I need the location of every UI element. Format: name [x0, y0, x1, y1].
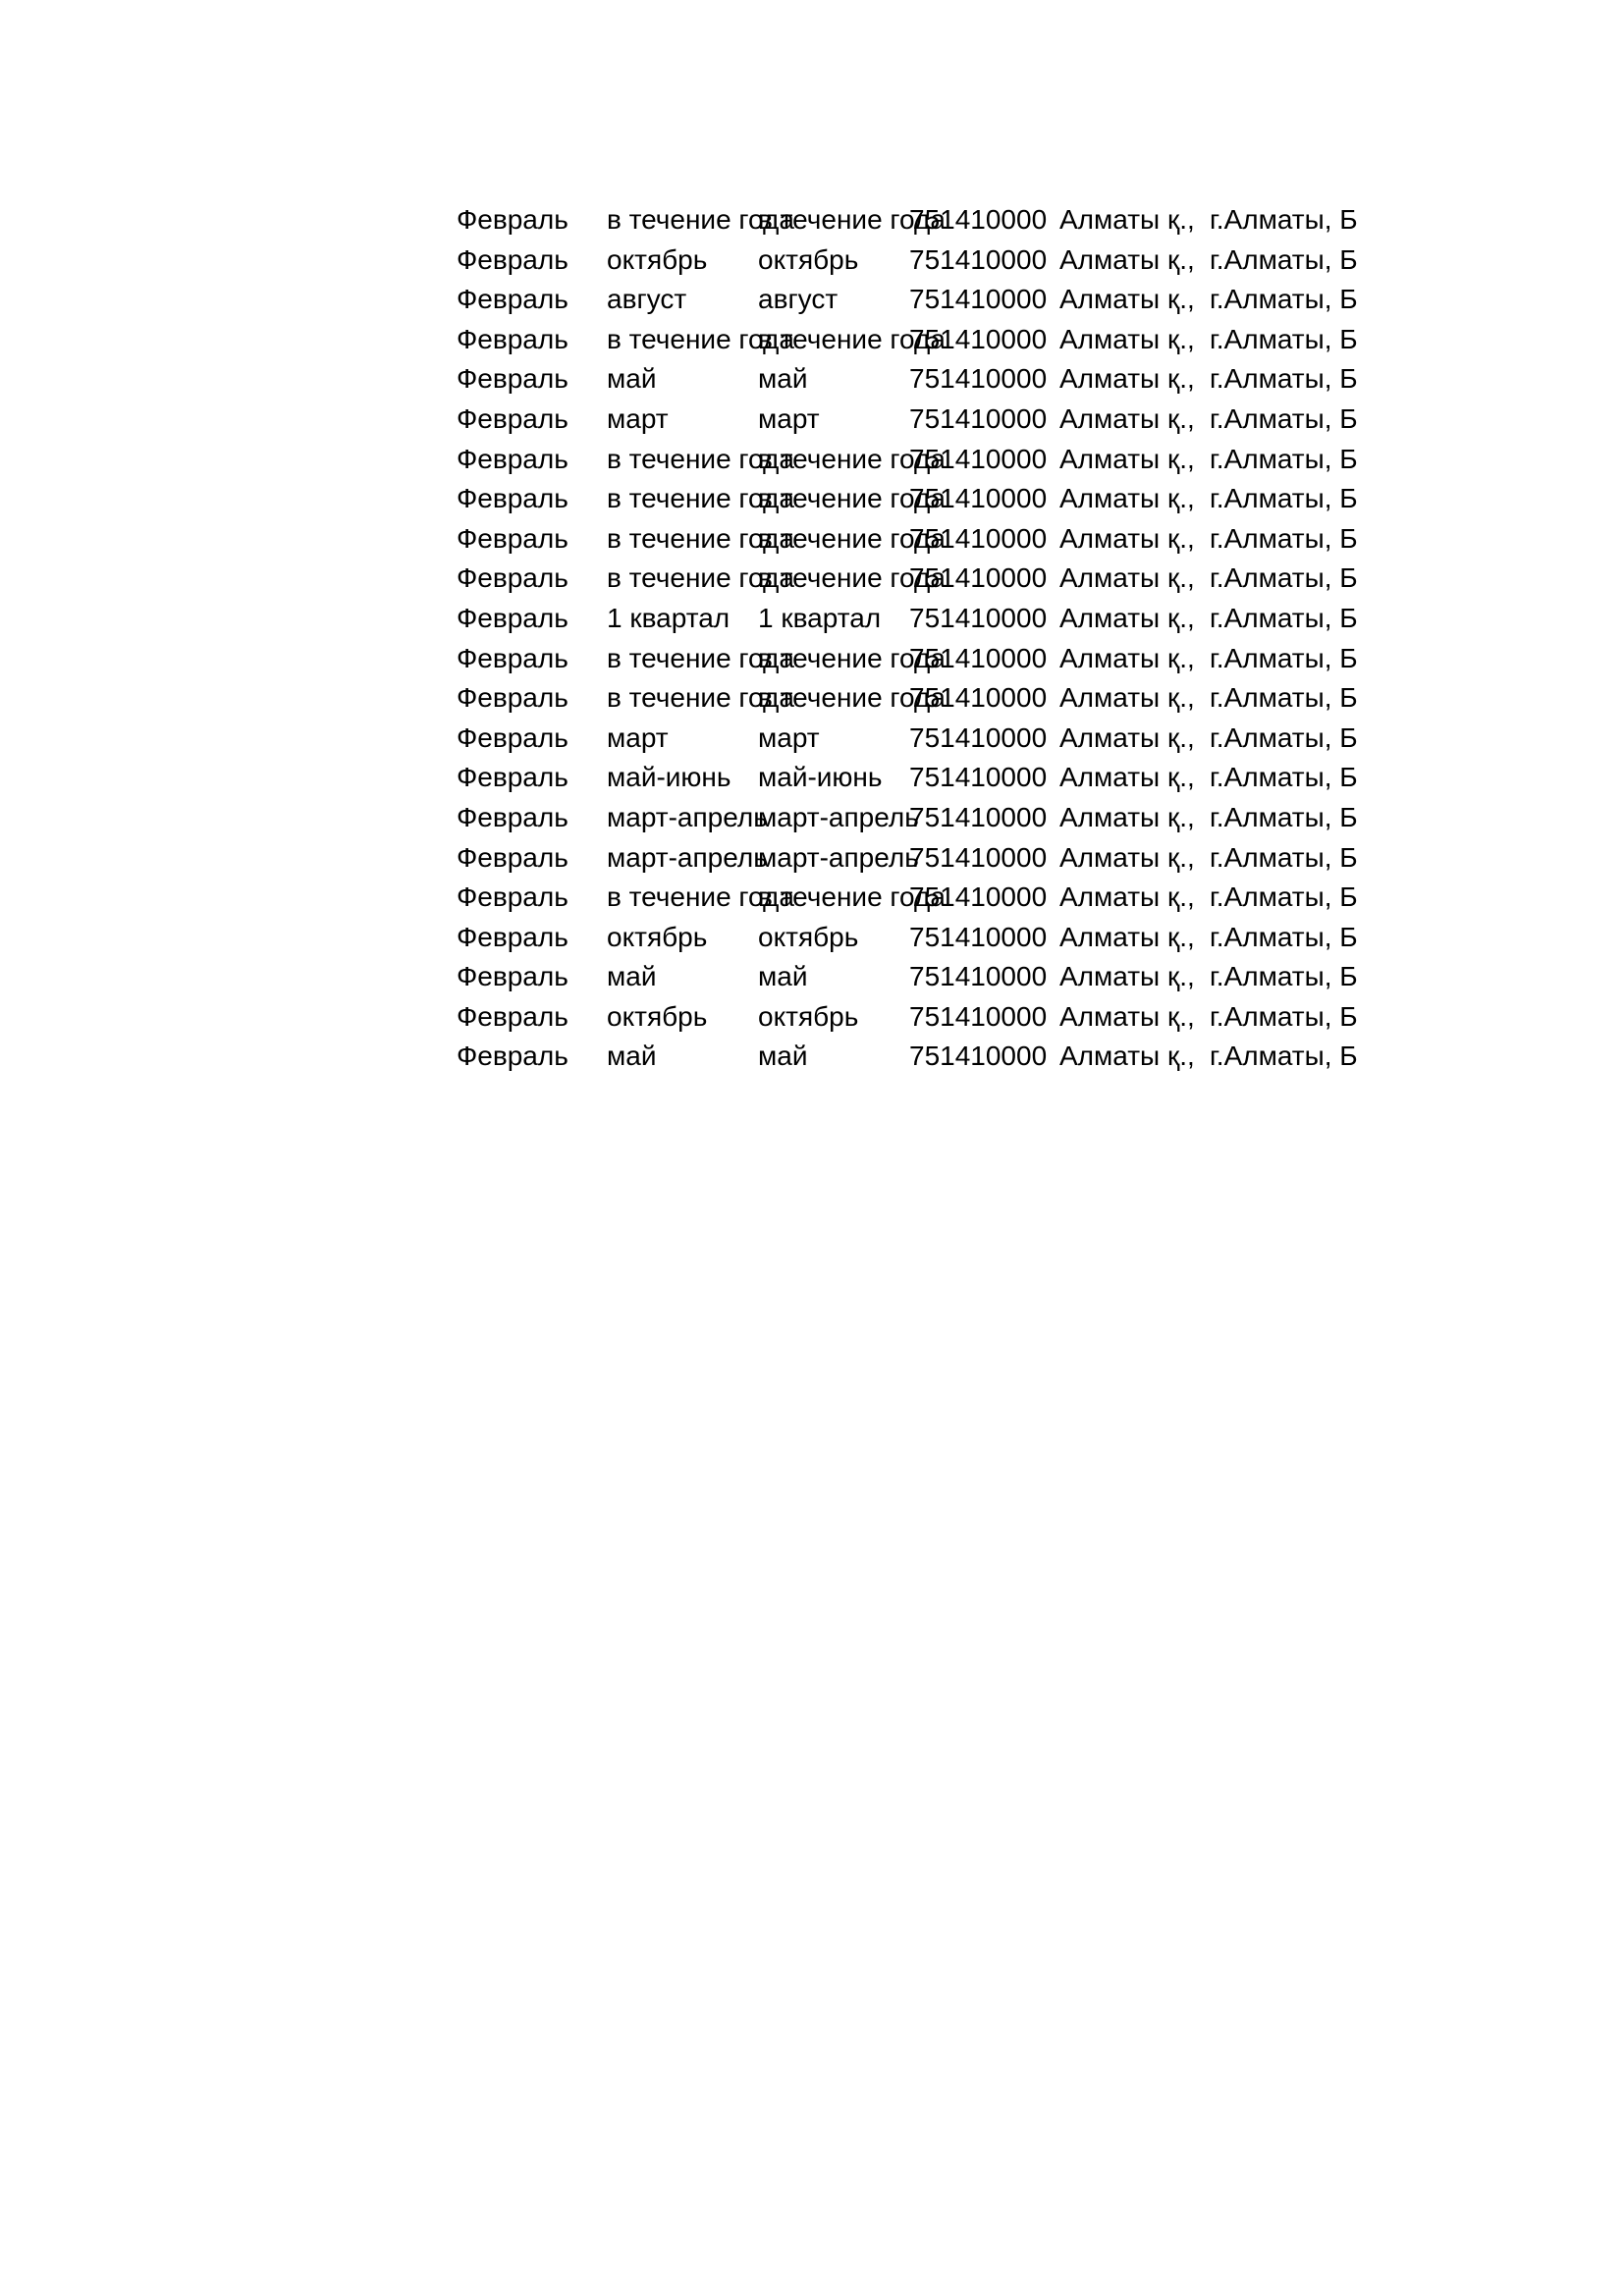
region-cell: Алматы қ.,	[1059, 323, 1195, 354]
month-cell: Февраль	[457, 921, 568, 952]
region-cell: Алматы қ.,	[1059, 443, 1195, 474]
table-row	[457, 599, 1360, 639]
period-cell-2: март	[758, 721, 820, 753]
code-cell: 751410000	[909, 602, 1048, 633]
table-row	[457, 359, 1360, 400]
table-row	[457, 479, 1360, 519]
region-cell: Алматы қ.,	[1059, 243, 1195, 275]
table-row	[457, 400, 1360, 440]
table-row	[457, 957, 1360, 997]
code-cell: 751410000	[909, 1000, 1048, 1032]
code-cell: 751410000	[909, 483, 1048, 514]
code-cell: 751410000	[909, 682, 1048, 714]
code-cell: 751410000	[909, 841, 1048, 873]
period-cell: октябрь	[607, 921, 708, 952]
region-cell: Алматы қ.,	[1059, 1000, 1195, 1032]
table-row	[457, 878, 1360, 918]
address-cell: г.Алматы, Б	[1210, 204, 1358, 235]
region-cell: Алматы қ.,	[1059, 522, 1195, 554]
month-cell: Февраль	[457, 483, 568, 514]
address-cell: г.Алматы, Б	[1210, 284, 1358, 315]
month-cell: Февраль	[457, 402, 568, 434]
address-cell: г.Алматы, Б	[1210, 762, 1358, 793]
period-cell-2: 1 квартал	[758, 602, 882, 633]
address-cell: г.Алматы, Б	[1210, 721, 1358, 753]
period-cell-2: в течение года	[758, 682, 946, 714]
period-cell: октябрь	[607, 1000, 708, 1032]
region-cell: Алматы қ.,	[1059, 721, 1195, 753]
period-cell: в течение года	[607, 881, 794, 913]
code-cell: 751410000	[909, 642, 1048, 673]
code-cell: 751410000	[909, 881, 1048, 913]
region-cell: Алматы қ.,	[1059, 562, 1195, 594]
month-cell: Февраль	[457, 243, 568, 275]
table-row	[457, 519, 1360, 560]
code-cell: 751410000	[909, 243, 1048, 275]
address-cell: г.Алматы, Б	[1210, 642, 1358, 673]
period-cell: в течение года	[607, 204, 794, 235]
address-cell: г.Алматы, Б	[1210, 841, 1358, 873]
address-cell: г.Алматы, Б	[1210, 522, 1358, 554]
period-cell: май	[607, 363, 657, 395]
code-cell: 751410000	[909, 284, 1048, 315]
address-cell: г.Алматы, Б	[1210, 921, 1358, 952]
period-cell: май	[607, 1041, 657, 1072]
region-cell: Алматы қ.,	[1059, 682, 1195, 714]
month-cell: Февраль	[457, 602, 568, 633]
address-cell: г.Алматы, Б	[1210, 1000, 1358, 1032]
table-row	[457, 1037, 1360, 1077]
region-cell: Алматы қ.,	[1059, 801, 1195, 832]
month-cell: Февраль	[457, 443, 568, 474]
address-cell: г.Алматы, Б	[1210, 483, 1358, 514]
address-cell: г.Алматы, Б	[1210, 323, 1358, 354]
period-cell-2: май	[758, 1041, 808, 1072]
table-row	[457, 559, 1360, 599]
month-cell: Февраль	[457, 323, 568, 354]
period-cell: 1 квартал	[607, 602, 731, 633]
period-cell: в течение года	[607, 323, 794, 354]
table-row	[457, 838, 1360, 879]
code-cell: 751410000	[909, 443, 1048, 474]
period-cell: март	[607, 402, 669, 434]
table-row	[457, 758, 1360, 798]
table-row	[457, 719, 1360, 759]
address-cell: г.Алматы, Б	[1210, 402, 1358, 434]
month-cell: Февраль	[457, 682, 568, 714]
region-cell: Алматы қ.,	[1059, 841, 1195, 873]
region-cell: Алматы қ.,	[1059, 961, 1195, 992]
address-cell: г.Алматы, Б	[1210, 363, 1358, 395]
period-cell: в течение года	[607, 642, 794, 673]
region-cell: Алматы қ.,	[1059, 762, 1195, 793]
address-cell: г.Алматы, Б	[1210, 881, 1358, 913]
period-cell-2: май	[758, 363, 808, 395]
region-cell: Алматы қ.,	[1059, 881, 1195, 913]
code-cell: 751410000	[909, 562, 1048, 594]
month-cell: Февраль	[457, 562, 568, 594]
address-cell: г.Алматы, Б	[1210, 682, 1358, 714]
code-cell: 751410000	[909, 721, 1048, 753]
region-cell: Алматы қ.,	[1059, 642, 1195, 673]
period-cell-2: март-апрель	[758, 841, 919, 873]
period-cell-2: в течение года	[758, 881, 946, 913]
month-cell: Февраль	[457, 961, 568, 992]
period-cell-2: в течение года	[758, 323, 946, 354]
code-cell: 751410000	[909, 204, 1048, 235]
period-cell-2: в течение года	[758, 522, 946, 554]
month-cell: Февраль	[457, 801, 568, 832]
table-row	[457, 678, 1360, 719]
address-cell: г.Алматы, Б	[1210, 243, 1358, 275]
month-cell: Февраль	[457, 721, 568, 753]
period-cell: август	[607, 284, 687, 315]
period-cell-2: октябрь	[758, 243, 859, 275]
month-cell: Февраль	[457, 522, 568, 554]
table-row	[457, 320, 1360, 360]
address-cell: г.Алматы, Б	[1210, 1041, 1358, 1072]
address-cell: г.Алматы, Б	[1210, 562, 1358, 594]
table-row	[457, 918, 1360, 958]
code-cell: 751410000	[909, 323, 1048, 354]
address-cell: г.Алматы, Б	[1210, 961, 1358, 992]
month-cell: Февраль	[457, 642, 568, 673]
month-cell: Февраль	[457, 762, 568, 793]
month-cell: Февраль	[457, 284, 568, 315]
month-cell: Февраль	[457, 841, 568, 873]
code-cell: 751410000	[909, 1041, 1048, 1072]
month-cell: Февраль	[457, 363, 568, 395]
table-row	[457, 798, 1360, 838]
table-row	[457, 240, 1360, 281]
period-cell-2: октябрь	[758, 921, 859, 952]
region-cell: Алматы қ.,	[1059, 402, 1195, 434]
period-cell: март	[607, 721, 669, 753]
table-row	[457, 200, 1360, 240]
period-cell: октябрь	[607, 243, 708, 275]
code-cell: 751410000	[909, 402, 1048, 434]
period-cell-2: в течение года	[758, 204, 946, 235]
period-cell-2: в течение года	[758, 483, 946, 514]
spreadsheet-page	[457, 200, 1360, 1077]
period-cell-2: август	[758, 284, 839, 315]
code-cell: 751410000	[909, 801, 1048, 832]
period-cell: март-апрель	[607, 801, 768, 832]
month-cell: Февраль	[457, 1000, 568, 1032]
period-cell: в течение года	[607, 682, 794, 714]
address-cell: г.Алматы, Б	[1210, 443, 1358, 474]
period-cell-2: в течение года	[758, 443, 946, 474]
code-cell: 751410000	[909, 363, 1048, 395]
code-cell: 751410000	[909, 522, 1048, 554]
table-row	[457, 997, 1360, 1038]
table-row	[457, 639, 1360, 679]
code-cell: 751410000	[909, 762, 1048, 793]
address-cell: г.Алматы, Б	[1210, 602, 1358, 633]
table-row	[457, 440, 1360, 480]
period-cell: в течение года	[607, 522, 794, 554]
address-cell: г.Алматы, Б	[1210, 801, 1358, 832]
region-cell: Алматы қ.,	[1059, 204, 1195, 235]
period-cell-2: октябрь	[758, 1000, 859, 1032]
period-cell-2: в течение года	[758, 562, 946, 594]
region-cell: Алматы қ.,	[1059, 483, 1195, 514]
period-cell-2: март-апрель	[758, 801, 919, 832]
region-cell: Алматы қ.,	[1059, 284, 1195, 315]
month-cell: Февраль	[457, 881, 568, 913]
period-cell-2: март	[758, 402, 820, 434]
period-cell: март-апрель	[607, 841, 768, 873]
period-cell-2: в течение года	[758, 642, 946, 673]
period-cell: в течение года	[607, 562, 794, 594]
period-cell: май-июнь	[607, 762, 731, 793]
region-cell: Алматы қ.,	[1059, 1041, 1195, 1072]
region-cell: Алматы қ.,	[1059, 602, 1195, 633]
period-cell-2: май-июнь	[758, 762, 883, 793]
period-cell: в течение года	[607, 483, 794, 514]
period-cell: май	[607, 961, 657, 992]
month-cell: Февраль	[457, 204, 568, 235]
period-cell: в течение года	[607, 443, 794, 474]
code-cell: 751410000	[909, 961, 1048, 992]
region-cell: Алматы қ.,	[1059, 363, 1195, 395]
month-cell: Февраль	[457, 1041, 568, 1072]
period-cell-2: май	[758, 961, 808, 992]
table-row	[457, 280, 1360, 320]
region-cell: Алматы қ.,	[1059, 921, 1195, 952]
code-cell: 751410000	[909, 921, 1048, 952]
